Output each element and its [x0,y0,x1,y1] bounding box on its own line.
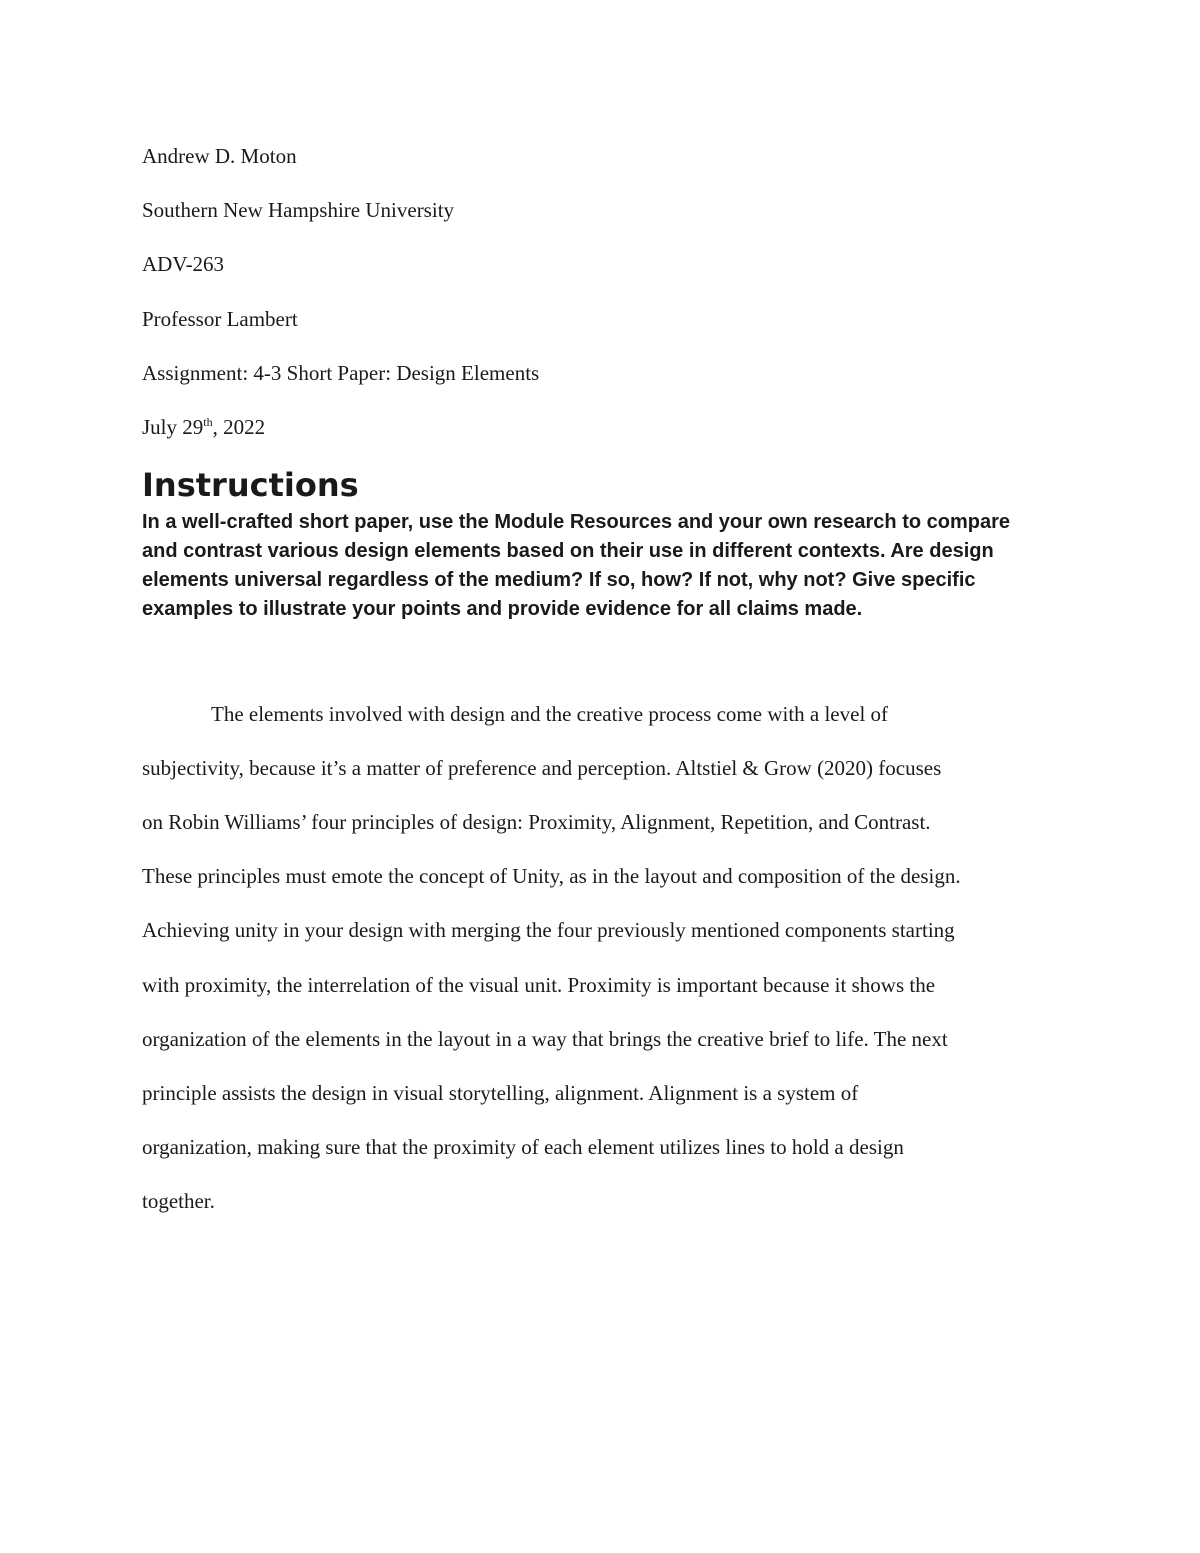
body-line: with proximity, the interrelation of the visual unit. Proximity is important because it shows the [142,973,936,997]
body-line: The elements involved with design and the creative process come with a level of [211,702,889,726]
submission-date [142,417,265,438]
instructions-line: examples to illustrate your points and provide evidence for all claims made. [142,598,863,620]
instructions-line: and contrast various design elements based on their use in different contexts. Are design [142,540,994,562]
body-line: organization, making sure that the proximity of each element utilizes lines to hold a design [142,1135,904,1159]
professor-name: Professor Lambert [142,307,298,331]
instructions-line: In a well-crafted short paper, use the Module Resources and your own research to compare [142,511,1011,533]
instructions-heading: Instructions [142,466,359,504]
date-year: , 2022 [212,415,266,439]
body-line: These principles must emote the concept of Unity, as in the layout and composition of the design. [142,864,961,888]
body-line: principle assists the design in visual storytelling, alignment. Alignment is a system of [142,1081,859,1105]
body-line: organization of the elements in the layout in a way that brings the creative brief to life. The next [142,1027,948,1051]
instructions-line: elements universal regardless of the medium? If so, how? If not, why not? Give specific [142,569,976,591]
course-code: ADV-263 [142,252,225,276]
body-line: Achieving unity in your design with merging the four previously mentioned components starting [142,918,955,942]
date-ordinal-suffix: th [203,415,213,429]
body-line: subjectivity, because it’s a matter of preference and perception. Altstiel & Grow (2020) focuses [142,756,942,780]
university-name: Southern New Hampshire University [142,198,455,222]
date-prefix: July 29 [142,415,204,439]
body-line: together. [142,1189,215,1213]
body-line: on Robin Williams’ four principles of design: Proximity, Alignment, Repetition, and Contrast. [142,810,931,834]
author-name: Andrew D. Moton [142,144,297,168]
assignment-title: Assignment: 4-3 Short Paper: Design Elements [142,361,540,385]
